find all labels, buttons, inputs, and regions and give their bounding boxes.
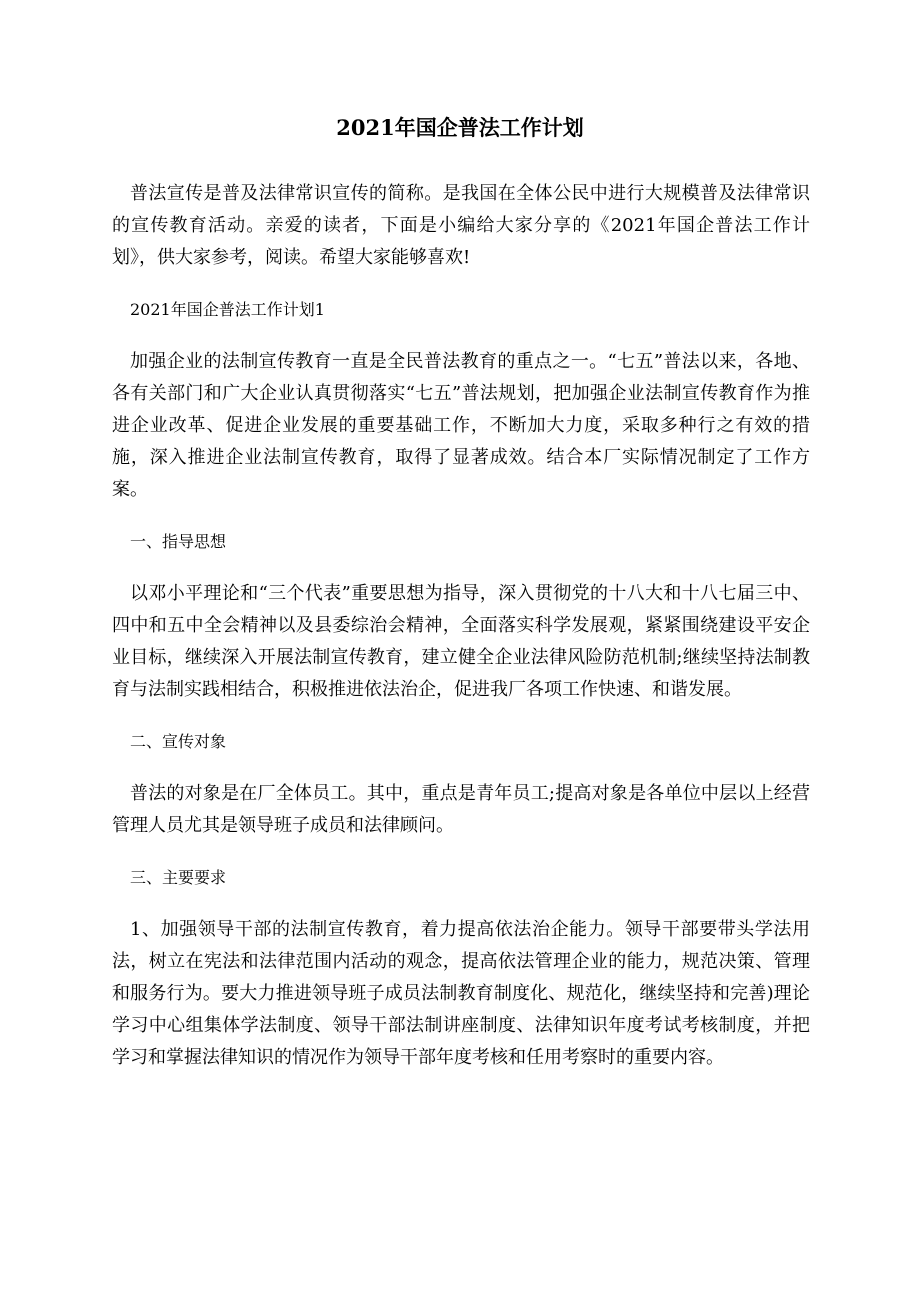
document-title: 2021年国企普法工作计划 <box>336 115 584 140</box>
section-heading-guiding-ideology: 一、指导思想 <box>130 532 227 551</box>
requirement-item-1: 1、加强领导干部的法制宣传教育，着力提高依法治企能力。领导干部要带头学法用法，树立在宪法和法律范围内活动的观念，提高依法管理企业的能力，规范决策、管理和服务行为。要大力推进领导班子成员法制教育制度化、规范化，继续坚持和完善)理论学习中心组集体学法制度、领导干部法制讲座制度、法律知识年度考试考核制度，并把学习和掌握法律知识的情况作为领导干部年度考核和任用考察时的重要内容。 <box>112 919 810 1068</box>
document-body <box>112 178 810 1094</box>
plan-subtitle: 2021年国企普法工作计划1 <box>130 300 325 319</box>
target-audience-paragraph: 普法的对象是在厂全体员工。其中，重点是青年员工;提高对象是各单位中层以上经营管理人员尤其是领导班子成员和法律顾问。 <box>112 783 810 836</box>
section-heading-main-requirements: 三、主要要求 <box>130 868 227 887</box>
background-paragraph: 加强企业的法制宣传教育一直是全民普法教育的重点之一。“七五”普法以来，各地、各有关部门和广大企业认真贯彻落实“七五”普法规划，把加强企业法制宣传教育作为推进企业改革、促进企业发展的重要基础工作，不断加大力度，采取多种行之有效的措施，深入推进企业法制宣传教育，取得了显著成效。结合本厂实际情况制定了工作方案。 <box>112 351 810 500</box>
intro-paragraph: 普法宣传是普及法律常识宣传的简称。是我国在全体公民中进行大规模普及法律常识的宣传教育活动。亲爱的读者，下面是小编给大家分享的《2021年国企普法工作计划》，供大家参考，阅读。希望大家能够喜欢! <box>112 183 810 268</box>
section-heading-target-audience: 二、宣传对象 <box>130 732 227 751</box>
guiding-ideology-paragraph: 以邓小平理论和“三个代表”重要思想为指导，深入贯彻党的十八大和十八七届三中、四中和五中全会精神以及县委综治会精神，全面落实科学发展观，紧紧围绕建设平安企业目标，继续深入开展法制宣传教育，建立健全企业法律风险防范机制;继续坚持法制教育与法制实践相结合，积极推进依法治企，促进我厂各项工作快速、和谐发展。 <box>112 583 810 700</box>
